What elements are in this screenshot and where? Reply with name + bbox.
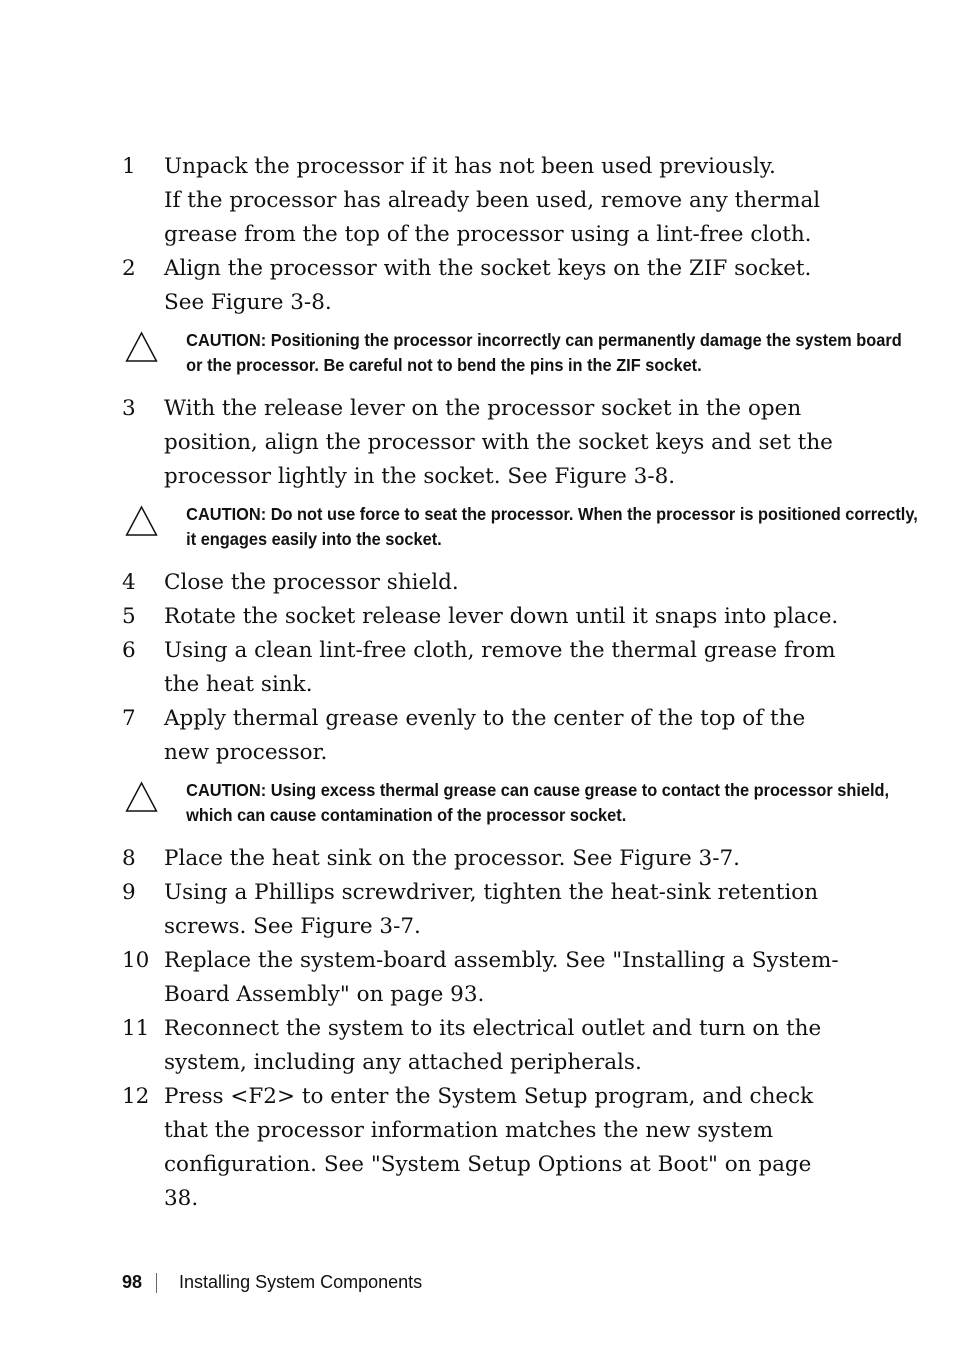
step-number	[122, 184, 164, 252]
caution-triangle-icon	[125, 505, 158, 537]
step-number: 9	[122, 880, 136, 905]
caution-text: CAUTION: Positioning the processor incorrectly can permanently damage the system board or the processor. Be careful not to bend the pins in the ZIF socket.	[186, 330, 902, 375]
procedure-content	[122, 150, 918, 1216]
step-number: 1	[122, 154, 136, 179]
step-text: Replace the system-board assembly. See "Installing a System-Board Assembly" on page 93.	[164, 948, 839, 1007]
step-text: Press <F2> to enter the System Setup program, and check that the processor information matches the new system configuration. See "System Setup Options at Boot" on page 38.	[164, 1084, 814, 1211]
page-footer	[122, 1272, 422, 1293]
step-2	[122, 252, 852, 320]
step-6	[122, 634, 852, 702]
step-number: 12	[122, 1084, 150, 1109]
step-1-continued	[122, 184, 852, 252]
step-8	[122, 842, 852, 876]
step-11	[122, 1012, 852, 1080]
step-number: 11	[122, 1016, 150, 1041]
caution-text: CAUTION: Using excess thermal grease can cause grease to contact the processor shield, which can cause contamination of the processor socket.	[186, 780, 890, 825]
step-text: Reconnect the system to its electrical outlet and turn on the system, including any attached peripherals.	[164, 1016, 822, 1075]
footer-divider	[156, 1273, 157, 1293]
step-3	[122, 392, 852, 494]
caution-note-3	[122, 778, 921, 828]
step-text: Unpack the processor if it has not been used previously.	[164, 154, 776, 179]
step-text: Using a clean lint-free cloth, remove the thermal grease from the heat sink.	[164, 638, 836, 697]
caution-note-1	[122, 328, 921, 378]
step-text: Align the processor with the socket keys on the ZIF socket. See Figure 3-8.	[164, 256, 812, 315]
step-number: 3	[122, 396, 136, 421]
caution-text: CAUTION: Do not use force to seat the processor. When the processor is positioned correctly, it engages easily into the socket.	[186, 504, 918, 549]
caution-note-2	[122, 502, 921, 552]
step-5	[122, 600, 852, 634]
step-text: Using a Phillips screwdriver, tighten the heat-sink retention screws. See Figure 3-7.	[164, 880, 819, 939]
step-text: With the release lever on the processor socket in the open position, align the processor with the socket keys and set the processor lightly in the socket. See Figure 3-8.	[164, 396, 833, 489]
step-9	[122, 876, 852, 944]
step-10	[122, 944, 852, 1012]
step-text: Rotate the socket release lever down until it snaps into place.	[164, 604, 839, 629]
step-number: 4	[122, 570, 136, 595]
step-12	[122, 1080, 852, 1216]
step-number: 6	[122, 638, 136, 663]
step-text: Place the heat sink on the processor. See Figure 3-7.	[164, 846, 741, 871]
step-number: 10	[122, 948, 150, 973]
step-4	[122, 566, 852, 600]
step-text: If the processor has already been used, remove any thermal grease from the top of the processor using a lint-free cloth.	[164, 188, 821, 247]
caution-triangle-icon	[125, 781, 158, 813]
step-number: 7	[122, 706, 136, 731]
caution-triangle-icon	[125, 331, 158, 363]
step-7	[122, 702, 852, 770]
step-1	[122, 150, 852, 184]
step-number: 8	[122, 846, 136, 871]
page-number: 98	[122, 1272, 143, 1292]
step-text: Apply thermal grease evenly to the center of the top of the new processor.	[164, 706, 806, 765]
step-text: Close the processor shield.	[164, 570, 459, 595]
step-number: 5	[122, 604, 136, 629]
section-title: Installing System Components	[179, 1272, 423, 1292]
step-number: 2	[122, 256, 136, 281]
